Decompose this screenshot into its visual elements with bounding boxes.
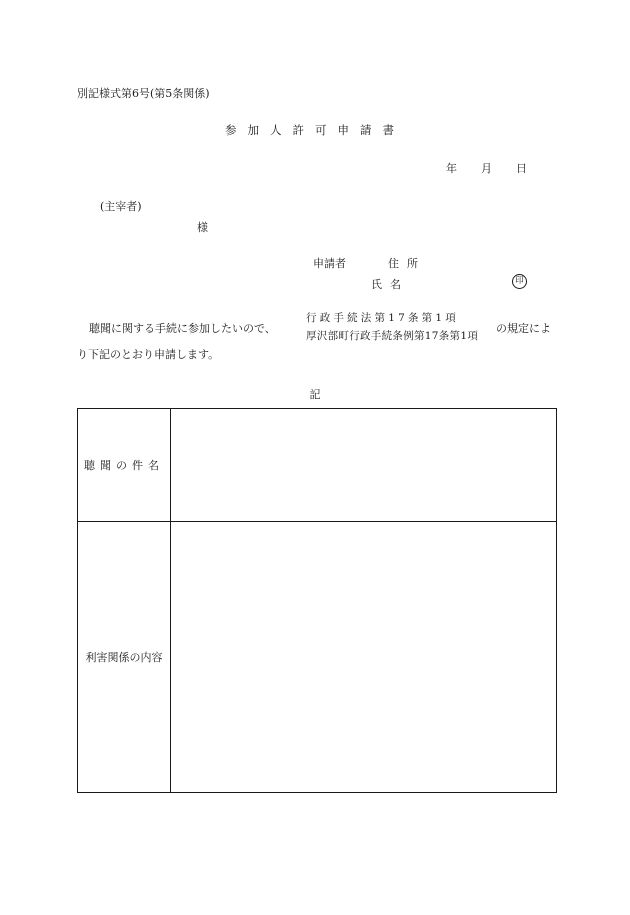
document-title: 参加人許可申請書 bbox=[225, 123, 405, 137]
hearing-subject-field[interactable] bbox=[171, 409, 557, 522]
address-label: 住所 bbox=[388, 257, 426, 270]
applicant-label: 申請者 bbox=[313, 257, 346, 270]
form-number: 別記様式第6号(第5条関係) bbox=[77, 87, 210, 100]
date-month-label: 月 bbox=[481, 162, 492, 175]
law-option-ordinance: 厚沢部町行政手続条例第17条第1項 bbox=[306, 330, 479, 342]
organizer-label: (主宰者) bbox=[100, 200, 142, 213]
table-row-hearing-subject bbox=[78, 409, 557, 522]
date-year-label: 年 bbox=[446, 162, 457, 175]
hearing-subject-label: 聴聞の件名 bbox=[78, 409, 171, 522]
seal-mark: 印 bbox=[512, 274, 527, 289]
date-day-label: 日 bbox=[516, 162, 527, 175]
law-option-act: 行政手続法第17条第1項 bbox=[306, 312, 459, 324]
body-line1-prefix: 聴聞に関する手続に参加したいので、 bbox=[89, 322, 276, 335]
body-line2: り下記のとおり申請します。 bbox=[77, 348, 220, 361]
body-line1-suffix: の規定によ bbox=[496, 322, 551, 335]
application-table bbox=[77, 408, 557, 793]
ki-heading: 記 bbox=[309, 388, 321, 401]
interest-content-field[interactable] bbox=[171, 522, 557, 793]
table-row-interest bbox=[78, 522, 557, 793]
honorific: 様 bbox=[197, 221, 208, 234]
name-label: 氏名 bbox=[371, 278, 409, 291]
interest-content-label: 利害関係の内容 bbox=[78, 522, 171, 793]
